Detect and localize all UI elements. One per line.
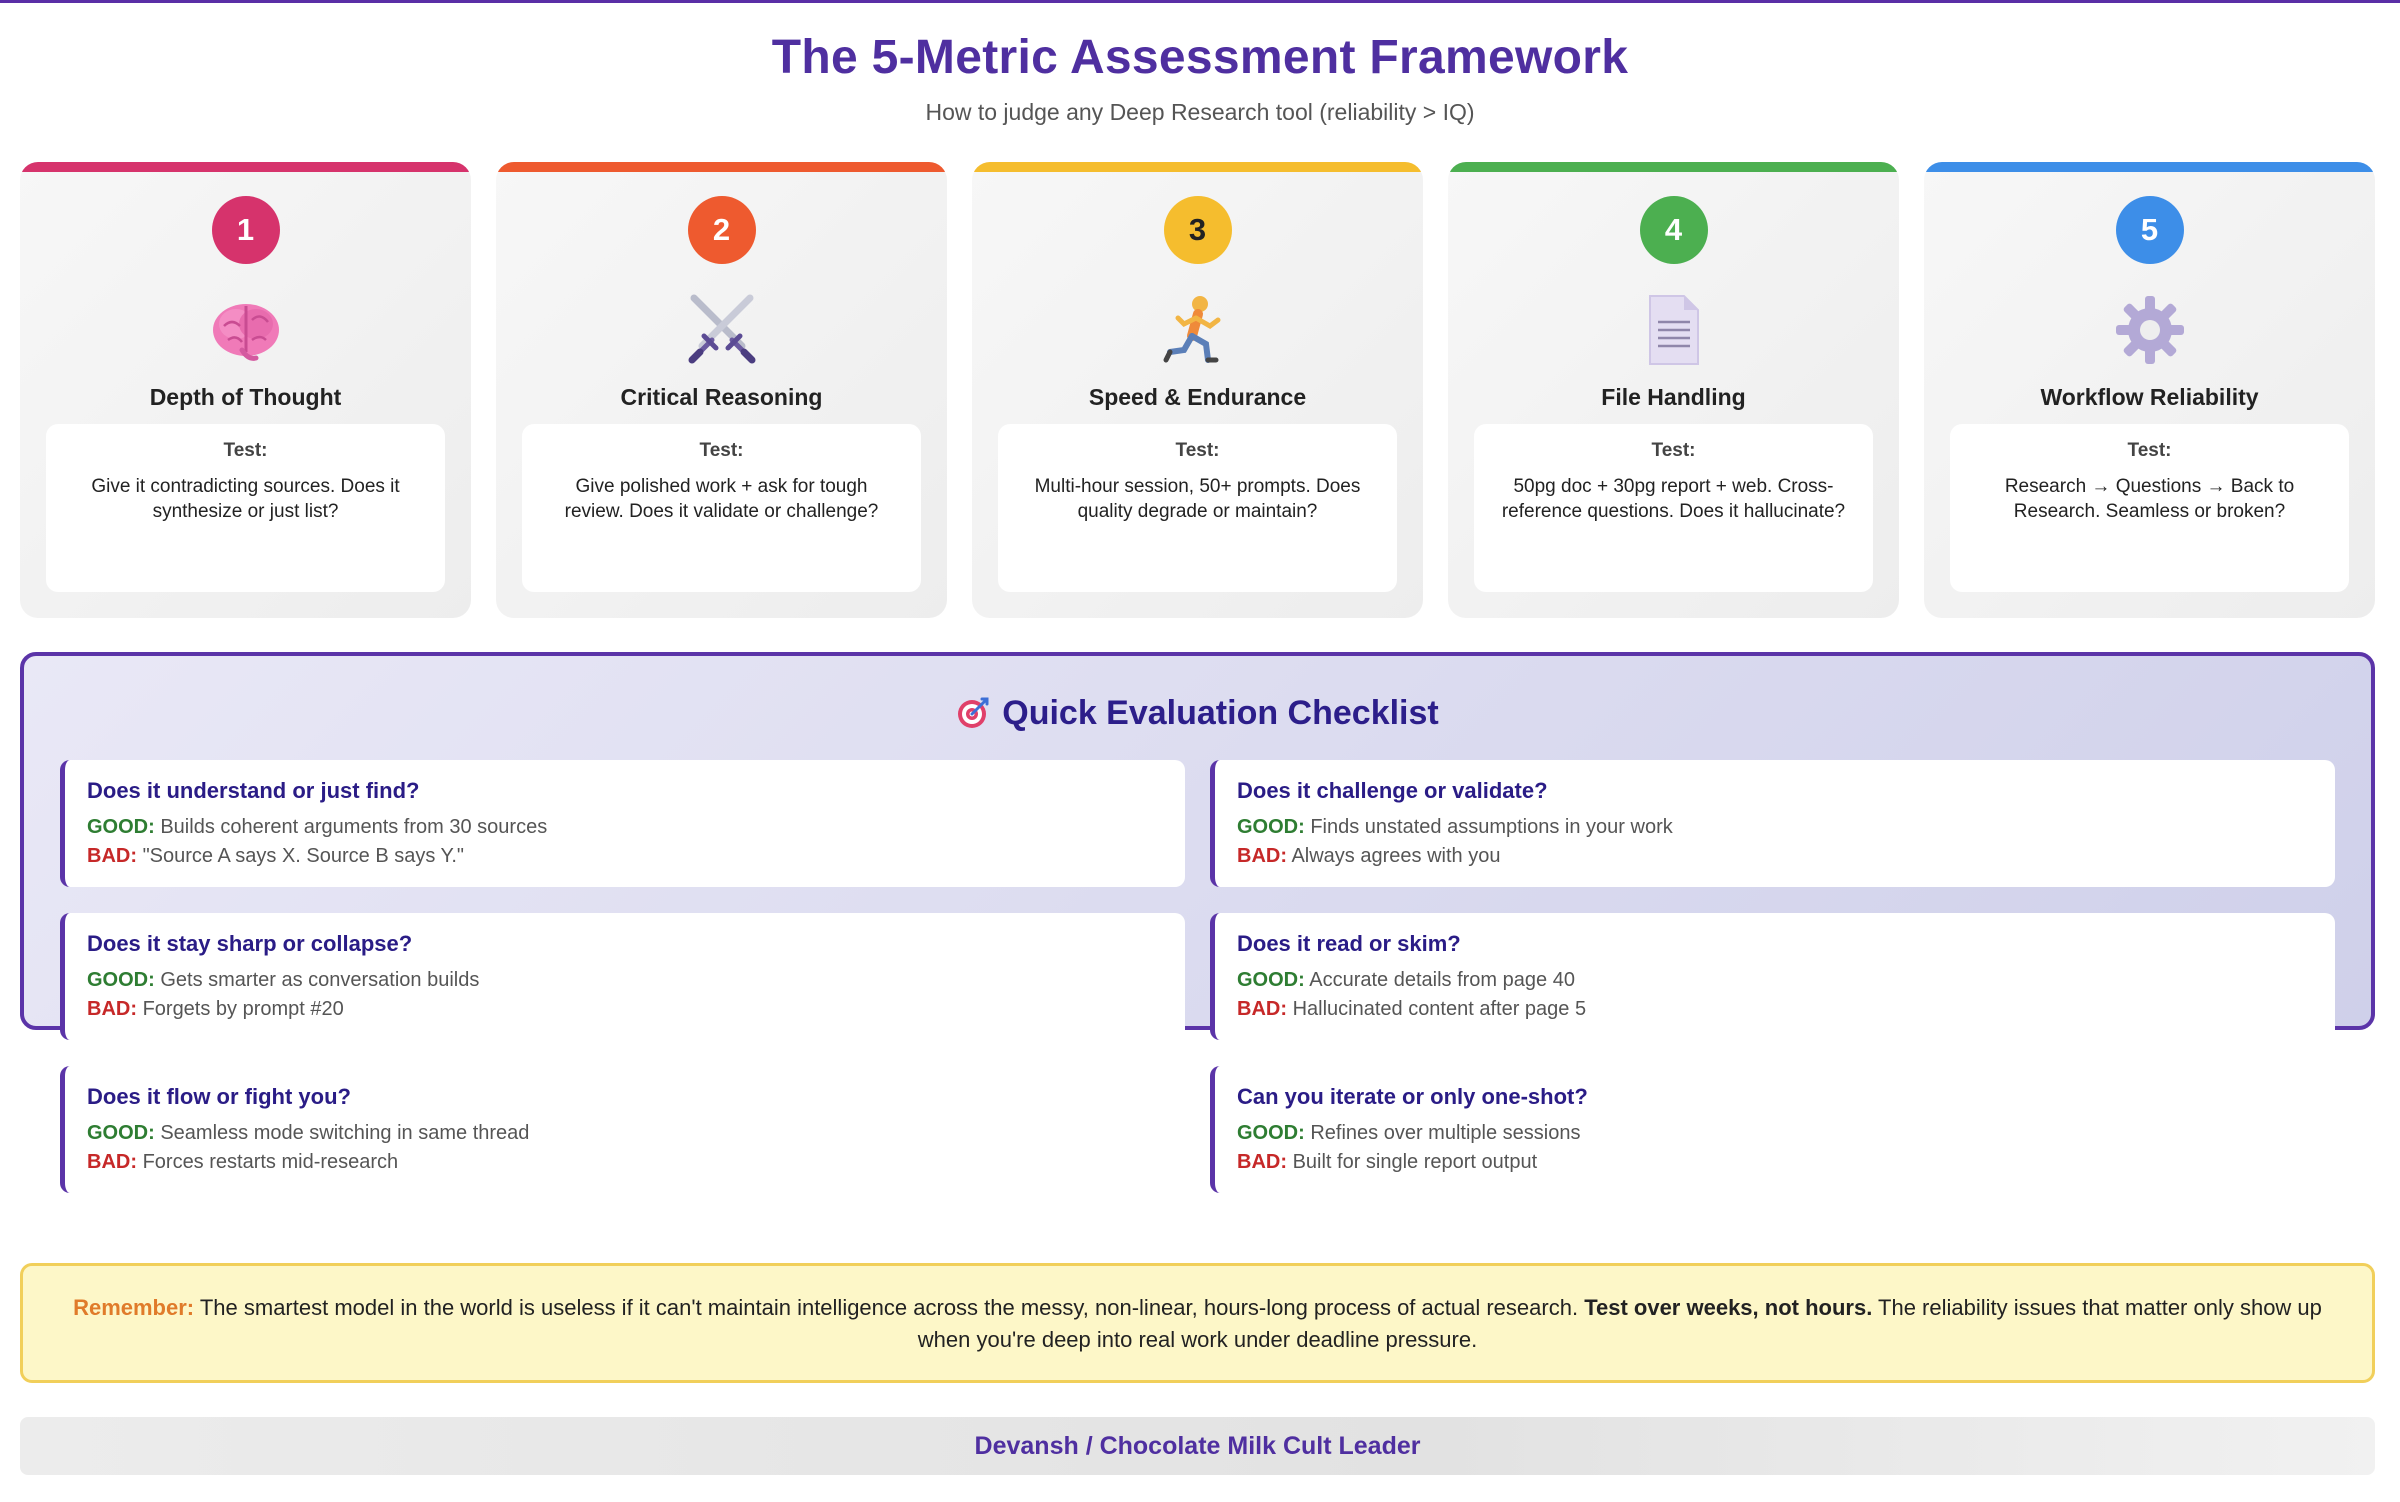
- checklist-question: Does it flow or fight you?: [87, 1084, 351, 1109]
- metric-number-badge: 1: [212, 196, 280, 264]
- bad-text: Built for single report output: [1292, 1151, 1538, 1173]
- good-line: [87, 1122, 1163, 1145]
- test-label: Test:: [1175, 440, 1220, 461]
- checklist-question: Does it understand or just find?: [87, 778, 420, 803]
- test-box: [998, 424, 1397, 592]
- card-accent-bar: [20, 162, 471, 172]
- bad-text: Forces restarts mid-research: [142, 1151, 399, 1173]
- checklist-question: Can you iterate or only one-shot?: [1237, 1084, 1588, 1109]
- footer-credit: Devansh / Chocolate Milk Cult Leader: [20, 1417, 2375, 1475]
- gear-icon: [2110, 290, 2190, 370]
- metric-card-workflow-reliability: [1924, 162, 2375, 618]
- metric-number-badge: 4: [1640, 196, 1708, 264]
- brain-icon: [206, 290, 286, 370]
- metric-card-depth-of-thought: [20, 162, 471, 618]
- good-text: Accurate details from page 40: [1309, 969, 1575, 991]
- checklist-item: [60, 1066, 1185, 1193]
- bad-line: [1237, 845, 2313, 868]
- bad-text: Forgets by prompt #20: [142, 998, 344, 1020]
- bad-line: [87, 845, 1163, 868]
- test-box: [1474, 424, 1873, 592]
- metric-title: Depth of Thought: [149, 384, 342, 410]
- test-text: Research → Questions → Back to Research. Seamless or broken?: [2004, 476, 2295, 522]
- test-text: Give polished work + ask for tough review. Does it validate or challenge?: [564, 476, 879, 522]
- metric-card-speed-endurance: [972, 162, 1423, 618]
- good-line: [1237, 969, 2313, 992]
- metric-number-badge: 2: [688, 196, 756, 264]
- runner-icon: [1158, 290, 1238, 370]
- bad-text: "Source A says X. Source B says Y.": [142, 845, 464, 867]
- good-line: [87, 969, 1163, 992]
- checklist-grid: [60, 760, 2335, 1193]
- metric-title: Speed & Endurance: [1088, 384, 1307, 410]
- bad-label: BAD:: [87, 1151, 137, 1173]
- metric-number-badge: 5: [2116, 196, 2184, 264]
- test-text: Multi-hour session, 50+ prompts. Does quality degrade or maintain?: [1034, 476, 1361, 522]
- checklist-item: [60, 913, 1185, 1040]
- test-label: Test:: [223, 440, 268, 461]
- bad-label: BAD:: [1237, 998, 1287, 1020]
- good-label: GOOD:: [87, 1122, 155, 1144]
- page-subtitle: How to judge any Deep Research tool (reliability > IQ): [925, 99, 1475, 125]
- good-text: Gets smarter as conversation builds: [160, 969, 480, 991]
- bad-line: [1237, 1151, 2313, 1174]
- test-label: Test:: [699, 440, 744, 461]
- good-label: GOOD:: [1237, 816, 1305, 838]
- checklist-question: Does it challenge or validate?: [1237, 778, 1548, 803]
- test-box: [46, 424, 445, 592]
- good-line: [1237, 816, 2313, 839]
- document-icon: [1634, 290, 1714, 370]
- top-rule: [0, 0, 2400, 3]
- card-accent-bar: [496, 162, 947, 172]
- card-accent-bar: [1448, 162, 1899, 172]
- test-label: Test:: [2127, 440, 2172, 461]
- checklist-item: [60, 760, 1185, 887]
- good-label: GOOD:: [87, 969, 155, 991]
- remember-text: The smartest model in the world is useless if it can't maintain intelligence across the messy, non-linear, hours-long process of actual research.: [199, 1295, 1579, 1320]
- metric-number-badge: 3: [1164, 196, 1232, 264]
- good-label: GOOD:: [1237, 969, 1305, 991]
- good-line: [87, 816, 1163, 839]
- good-label: GOOD:: [1237, 1122, 1305, 1144]
- card-accent-bar: [972, 162, 1423, 172]
- checklist-question: Does it stay sharp or collapse?: [87, 931, 413, 956]
- good-line: [1237, 1122, 2313, 1145]
- test-box: [522, 424, 921, 592]
- remember-text-after: The reliability issues that matter only show up when you're deep into real work under deadline pressure.: [917, 1295, 2322, 1352]
- metric-title: Critical Reasoning: [620, 384, 823, 410]
- checklist-title: Quick Evaluation Checklist: [1002, 694, 1439, 732]
- bad-line: [87, 1151, 1163, 1174]
- bad-text: Hallucinated content after page 5: [1292, 998, 1587, 1020]
- evaluation-checklist: [20, 652, 2375, 1173]
- metric-card-file-handling: [1448, 162, 1899, 618]
- good-text: Finds unstated assumptions in your work: [1310, 816, 1673, 838]
- bad-text: Always agrees with you: [1291, 845, 1501, 867]
- page-title: The 5-Metric Assessment Framework: [771, 31, 1629, 84]
- checklist-item: [1210, 760, 2335, 887]
- checklist-item: [1210, 1066, 2335, 1193]
- bad-line: [1237, 998, 2313, 1021]
- good-text: Seamless mode switching in same thread: [160, 1122, 530, 1144]
- good-label: GOOD:: [87, 816, 155, 838]
- test-text: 50pg doc + 30pg report + web. Cross-reference questions. Does it hallucinate?: [1501, 476, 1846, 522]
- metric-cards: [20, 162, 2375, 618]
- remember-callout: [20, 1263, 2375, 1383]
- good-text: Builds coherent arguments from 30 sources: [160, 816, 548, 838]
- remember-emphasis: Test over weeks, not hours.: [1584, 1295, 1873, 1320]
- target-icon: [956, 696, 990, 730]
- checklist-item: [1210, 913, 2335, 1040]
- metric-title: Workflow Reliability: [2040, 384, 2259, 410]
- card-accent-bar: [1924, 162, 2375, 172]
- bad-label: BAD:: [87, 998, 137, 1020]
- metric-title: File Handling: [1601, 384, 1746, 410]
- checklist-question: Does it read or skim?: [1237, 931, 1461, 956]
- test-label: Test:: [1651, 440, 1696, 461]
- checklist-heading: [24, 694, 2371, 733]
- bad-label: BAD:: [1237, 1151, 1287, 1173]
- remember-label: Remember:: [73, 1295, 195, 1320]
- metric-card-critical-reasoning: [496, 162, 947, 618]
- bad-label: BAD:: [1237, 845, 1287, 867]
- good-text: Refines over multiple sessions: [1310, 1122, 1581, 1144]
- test-text: Give it contradicting sources. Does it synthesize or just list?: [91, 476, 400, 522]
- page-header: [0, 30, 2400, 126]
- bad-line: [87, 998, 1163, 1021]
- test-box: [1950, 424, 2349, 592]
- bad-label: BAD:: [87, 845, 137, 867]
- crossed-swords-icon: [682, 290, 762, 370]
